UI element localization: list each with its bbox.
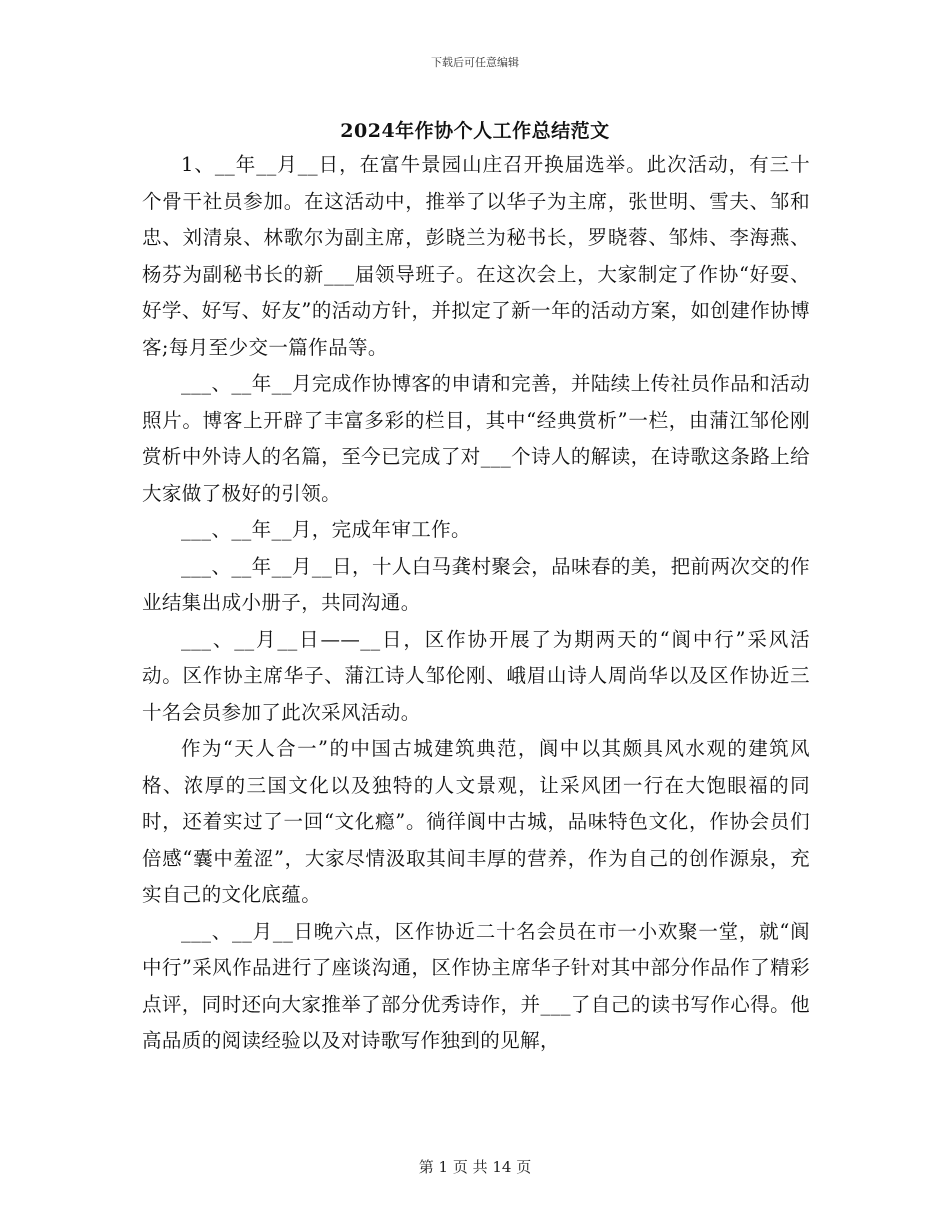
- paragraph: 1、__年__月__日，在富牛景园山庄召开换届选举。此次活动，有三十个骨干社员参加。在这活动中，推举了以华子为主席，张世明、雪夫、邹和忠、刘清泉、林歌尔为副主席，彭晓兰为秘书长，罗晓蓉、邹炜、李海燕、杨芬为副秘书长的新___届领导班子。在这次会上，大家制定了作协“好耍、好学、好写、好友”的活动方针，并拟定了新一年的活动方案，如创建作协博客;每月至少交一篇作品等。: [142, 153, 810, 359]
- page-header-note: 下载后可任意编辑: [431, 56, 519, 69]
- document-title: 2024年作协个人工作总结范文: [340, 120, 610, 142]
- paragraph: 作为“天人合一”的中国古城建筑典范，阆中以其颇具风水观的建筑风格、浓厚的三国文化以及独特的人文景观，让采风团一行在大饱眼福的同时，还着实过了一回“文化瘾”。徜徉阆中古城，品味特色文化，作协会员们倍感“囊中羞涩”，大家尽情汲取其间丰厚的营养，作为自己的创作源泉，充实自己的文化底蕴。: [142, 737, 810, 906]
- paragraph: ___、__月__日——__日，区作协开展了为期两天的“阆中行”采风活动。区作协主席华子、蒲江诗人邹伦刚、峨眉山诗人周尚华以及区作协近三十名会员参加了此次采风活动。: [142, 627, 810, 724]
- paragraph: ___、__年__月完成作协博客的申请和完善，并陆续上传社员作品和活动照片。博客上开辟了丰富多彩的栏目，其中“经典赏析”一栏，由蒲江邹伦刚赏析中外诗人的名篇，至今已完成了对___个诗人的解读，在诗歌这条路上给大家做了极好的引领。: [142, 372, 810, 505]
- paragraph: ___、__年__月，完成年审工作。: [181, 518, 471, 541]
- paragraph: ___、__月__日晚六点，区作协近二十名会员在市一小欢聚一堂，就“阆中行”采风作品进行了座谈沟通，区作协主席华子针对其中部分作品作了精彩点评，同时还向大家推举了部分优秀诗作，并___了自己的读书写作心得。他高品质的阅读经验以及对诗歌写作独到的见解，: [142, 919, 810, 1052]
- document-body: [142, 147, 810, 1060]
- paragraph: ___、__年__月__日，十人白马龚村聚会，品味春的美，把前两次交的作业结集出成小册子，共同沟通。: [142, 554, 810, 614]
- page-number-footer: 第 1 页 共 14 页: [418, 1158, 532, 1176]
